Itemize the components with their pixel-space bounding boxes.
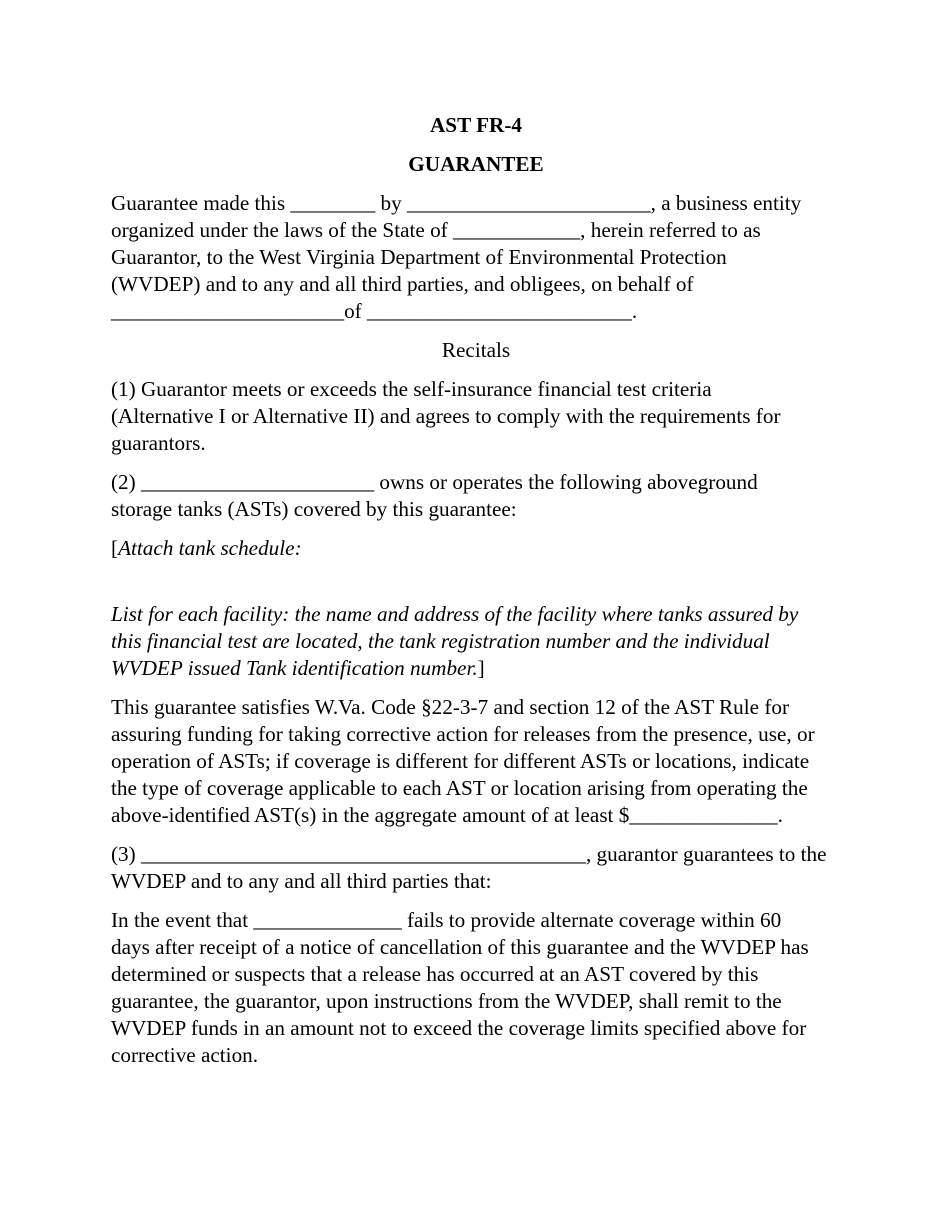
- intro-line-4: (WVDEP) and to any and all third parties, and obligees, on behalf of: [111, 272, 694, 296]
- coverage-line-3: operation of ASTs; if coverage is different for different ASTs or locations, indicate: [111, 749, 810, 773]
- event-line-3: determined or suspects that a release has occurred at an AST covered by this: [111, 962, 759, 986]
- list-instruction: [111, 601, 841, 682]
- intro-line-5: ______________________of _________________________.: [111, 299, 638, 323]
- recital-2-line-2: storage tanks (ASTs) covered by this guarantee:: [111, 497, 517, 521]
- attach-open-bracket: [: [111, 536, 119, 560]
- list-line-2: this financial test are located, the tank registration number and the individual: [111, 629, 770, 653]
- event-line-2: days after receipt of a notice of cancellation of this guarantee and the WVDEP has: [111, 935, 809, 959]
- attach-text: Attach tank schedule:: [118, 536, 302, 560]
- intro-line-1: Guarantee made this ________ by _______________________, a business entity: [111, 191, 802, 215]
- coverage-line-4: the type of coverage applicable to each AST or location arising from operating the: [111, 776, 808, 800]
- form-code: AST FR-4: [429, 113, 523, 137]
- list-close-bracket: ]: [477, 656, 485, 680]
- recital-1: [111, 376, 841, 457]
- intro-line-3: Guarantor, to the West Virginia Department of Environmental Protection: [111, 245, 727, 269]
- coverage-paragraph: [111, 694, 841, 829]
- recital-2-line-1: (2) ______________________ owns or operates the following aboveground: [111, 470, 758, 494]
- recital-3-line-1: (3) __________________________________________, guarantor guarantees to the: [111, 842, 827, 866]
- recitals-heading: Recitals: [441, 338, 511, 362]
- recital-3-line-2: WVDEP and to any and all third parties that:: [111, 869, 492, 893]
- coverage-line-5: above-identified AST(s) in the aggregate amount of at least $______________.: [111, 803, 783, 827]
- intro-line-2: organized under the laws of the State of ____________, herein referred to as: [111, 218, 761, 242]
- event-paragraph: [111, 907, 841, 1069]
- recital-2: [111, 469, 841, 523]
- coverage-line-2: assuring funding for taking corrective action for releases from the presence, use, or: [111, 722, 815, 746]
- event-line-5: WVDEP funds in an amount not to exceed the coverage limits specified above for: [111, 1016, 807, 1040]
- recital-1-line-1: (1) Guarantor meets or exceeds the self-insurance financial test criteria: [111, 377, 712, 401]
- document-page: [111, 112, 841, 1081]
- coverage-line-1: This guarantee satisfies W.Va. Code §22-3-7 and section 12 of the AST Rule for: [111, 695, 790, 719]
- recital-1-line-2: (Alternative I or Alternative II) and agrees to comply with the requirements for: [111, 404, 781, 428]
- recital-3: [111, 841, 841, 895]
- recital-1-line-3: guarantors.: [111, 431, 206, 455]
- intro-paragraph: [111, 190, 841, 325]
- event-line-1: In the event that ______________ fails to provide alternate coverage within 60: [111, 908, 782, 932]
- list-line-3: WVDEP issued Tank identification number.: [111, 656, 478, 680]
- list-line-1: List for each facility: the name and address of the facility where tanks assured by: [111, 602, 799, 626]
- event-line-4: guarantee, the guarantor, upon instructions from the WVDEP, shall remit to the: [111, 989, 782, 1013]
- attach-tank-schedule: [111, 535, 841, 562]
- event-line-6: corrective action.: [111, 1043, 259, 1067]
- document-title: GUARANTEE: [408, 152, 544, 176]
